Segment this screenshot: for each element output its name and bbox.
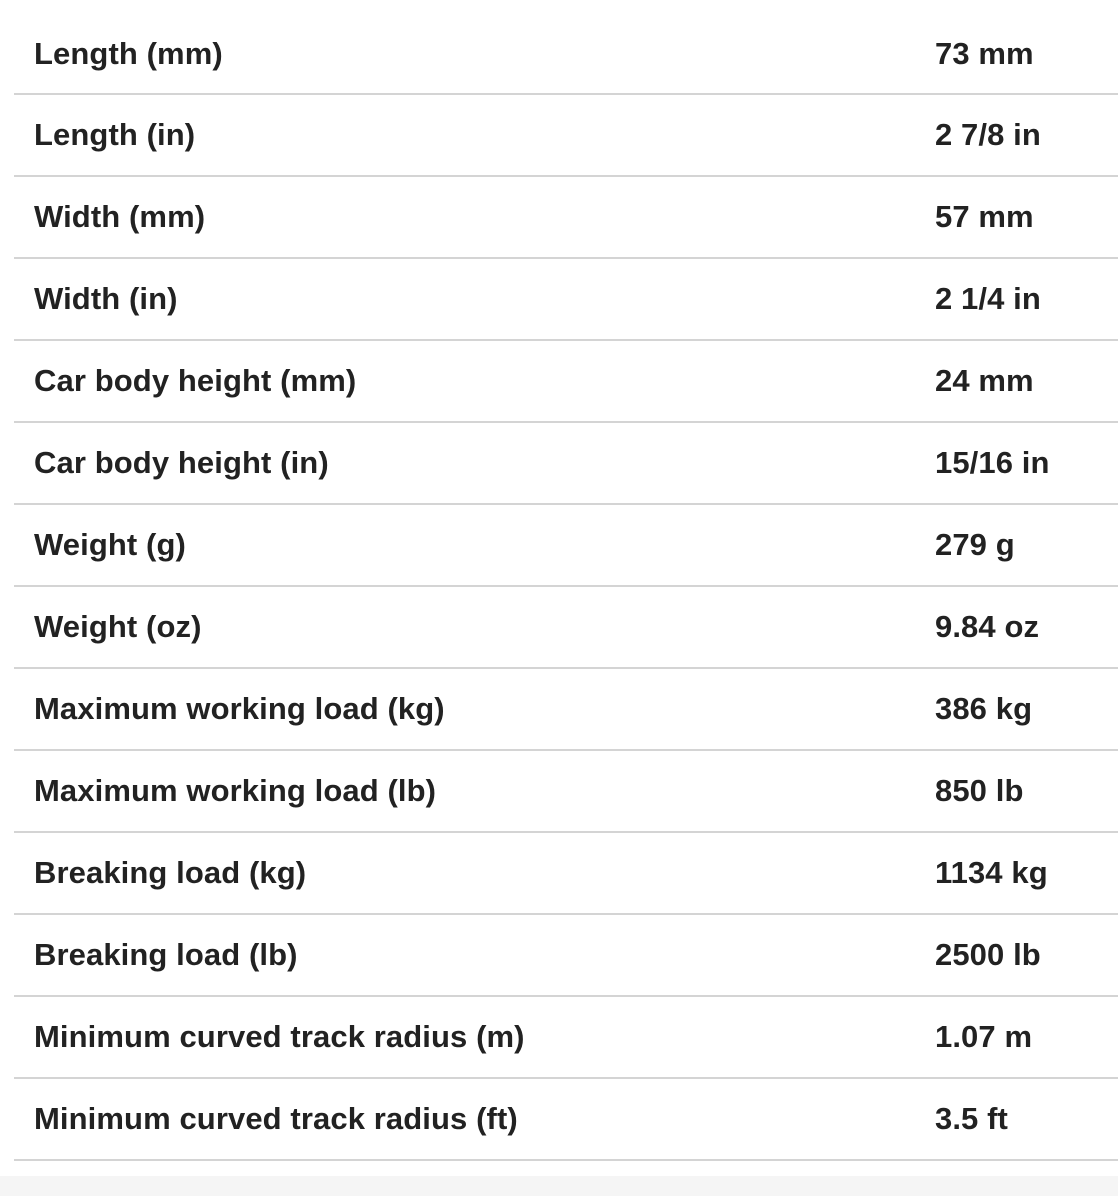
spec-label: Breaking load (kg) bbox=[34, 855, 307, 890]
spec-row-breaking-load-lb bbox=[14, 914, 1118, 996]
spec-value: 24 mm bbox=[935, 363, 1034, 398]
spec-row-car-body-height-in bbox=[14, 422, 1118, 504]
spec-row-min-curve-radius-m bbox=[14, 996, 1118, 1078]
spec-row-length-mm bbox=[14, 14, 1118, 94]
spec-row-max-working-load-lb bbox=[14, 750, 1118, 832]
spec-value: 850 lb bbox=[935, 773, 1024, 808]
spec-row-length-in bbox=[14, 94, 1118, 176]
spec-row-width-mm bbox=[14, 176, 1118, 258]
spec-label: Car body height (mm) bbox=[34, 363, 357, 398]
spec-label: Weight (oz) bbox=[34, 609, 202, 644]
spec-value: 386 kg bbox=[935, 691, 1033, 726]
spec-label: Length (mm) bbox=[34, 35, 223, 71]
page-bottom-strip bbox=[0, 1176, 1118, 1196]
spec-label: Maximum working load (kg) bbox=[34, 691, 445, 726]
spec-label: Car body height (in) bbox=[34, 445, 329, 480]
spec-row-min-curve-radius-ft bbox=[14, 1078, 1118, 1160]
spec-value: 1134 kg bbox=[935, 855, 1048, 890]
spec-row-car-body-height-mm bbox=[14, 340, 1118, 422]
spec-label: Minimum curved track radius (m) bbox=[34, 1019, 525, 1054]
spec-row-max-working-load-kg bbox=[14, 668, 1118, 750]
spec-label: Length (in) bbox=[34, 117, 196, 152]
spec-value: 279 g bbox=[935, 527, 1015, 562]
spec-value: 2 1/4 in bbox=[935, 281, 1041, 316]
spec-row-weight-g bbox=[14, 504, 1118, 586]
spec-value: 2 7/8 in bbox=[935, 117, 1041, 152]
specifications-table bbox=[14, 14, 1118, 1161]
spec-label: Minimum curved track radius (ft) bbox=[34, 1101, 518, 1136]
spec-value: 57 mm bbox=[935, 199, 1034, 234]
spec-value: 73 mm bbox=[935, 35, 1034, 71]
spec-label: Width (mm) bbox=[34, 199, 206, 234]
spec-value: 15/16 in bbox=[935, 445, 1050, 480]
spec-value: 9.84 oz bbox=[935, 609, 1040, 644]
spec-label: Width (in) bbox=[34, 281, 178, 316]
spec-label: Breaking load (lb) bbox=[34, 937, 298, 972]
spec-row-width-in bbox=[14, 258, 1118, 340]
spec-label: Maximum working load (lb) bbox=[34, 773, 437, 808]
spec-row-weight-oz bbox=[14, 586, 1118, 668]
spec-label: Weight (g) bbox=[34, 527, 186, 562]
spec-value: 3.5 ft bbox=[935, 1101, 1008, 1136]
spec-value: 1.07 m bbox=[935, 1019, 1033, 1054]
spec-value: 2500 lb bbox=[935, 937, 1041, 972]
spec-row-breaking-load-kg bbox=[14, 832, 1118, 914]
